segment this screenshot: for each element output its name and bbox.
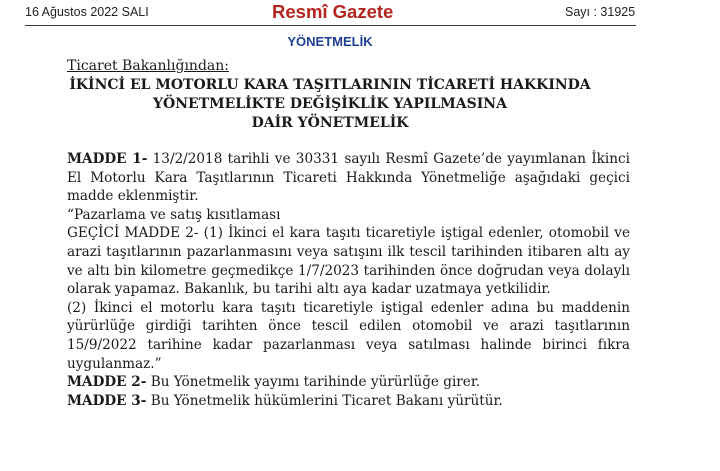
gazette-name: Resmî Gazete: [272, 1, 394, 22]
article-3-text: Bu Yönetmelik hükümlerini Ticaret Bakanı yürütür.: [150, 392, 503, 409]
regulation-title-line-2: YÖNETMELİKTE DEĞİŞİKLİK YAPILMASINA: [153, 96, 507, 112]
header-issue-number: Sayı : 31925: [565, 5, 636, 19]
regulation-title-line-1: İKİNCİ EL MOTORLU KARA TAŞITLARININ TİCARETİ HAKKINDA: [69, 77, 591, 93]
header-date: 16 Ağustos 2022 SALI: [25, 5, 149, 19]
article-1-text: 13/2/2018 tarihli ve 30331 sayılı Resmî Gazete’de yayımlanan İkinci El Motorlu Kara Taşıtlarının Ticareti Hakkında Yönetmeliğe aşağıdaki geçici madde eklenmiştir.: [67, 151, 630, 205]
article-3-label: MADDE 3-: [67, 392, 147, 409]
article-2-text: Bu Yönetmelik yayımı tarihinde yürürlüğe girer.: [150, 374, 481, 391]
article-2: [67, 373, 630, 392]
provisional-article-2-paragraph-2: (2) İkinci el motorlu kara taşıtı ticaretiyle iştigal edenler adına bu maddenin yürürlüğe girdiği tarihten önce tescil edilen otomobil ve arazi taşıtlarının 15/9/2022 tarihine kadar pazarlanması veya satılması halinde birinci fıkra uygulanmaz.”: [67, 299, 630, 372]
section-heading: YÖNETMELİK: [287, 34, 373, 49]
article-2-label: MADDE 2-: [67, 374, 147, 391]
gazette-header: [0, 0, 720, 26]
ministry-name: Ticaret Bakanlığından:: [67, 58, 229, 74]
regulation-body: [67, 150, 630, 410]
article-1: [67, 150, 630, 206]
quote-heading: “Pazarlama ve satış kısıtlaması: [67, 206, 281, 223]
header-divider: [25, 25, 636, 26]
provisional-article-2: GEÇİCİ MADDE 2- (1) İkinci el kara taşıtı ticaretiyle iştigal edenler, otomobil ve arazi taşıtlarının pazarlanmasını veya satışını ilk tescil tarihinden itibaren altı ay ve altı bin kilometre geçmedikçe 1/7/2023 tarihinden önce doğrudan veya dolaylı olarak yapamaz. Bakanlık, bu tarihi altı aya kadar uzatmaya yetkilidir.: [67, 225, 630, 298]
article-1-label: MADDE 1-: [67, 151, 148, 167]
article-3: [67, 392, 630, 411]
regulation-title-line-3: DAİR YÖNETMELİK: [251, 115, 409, 131]
